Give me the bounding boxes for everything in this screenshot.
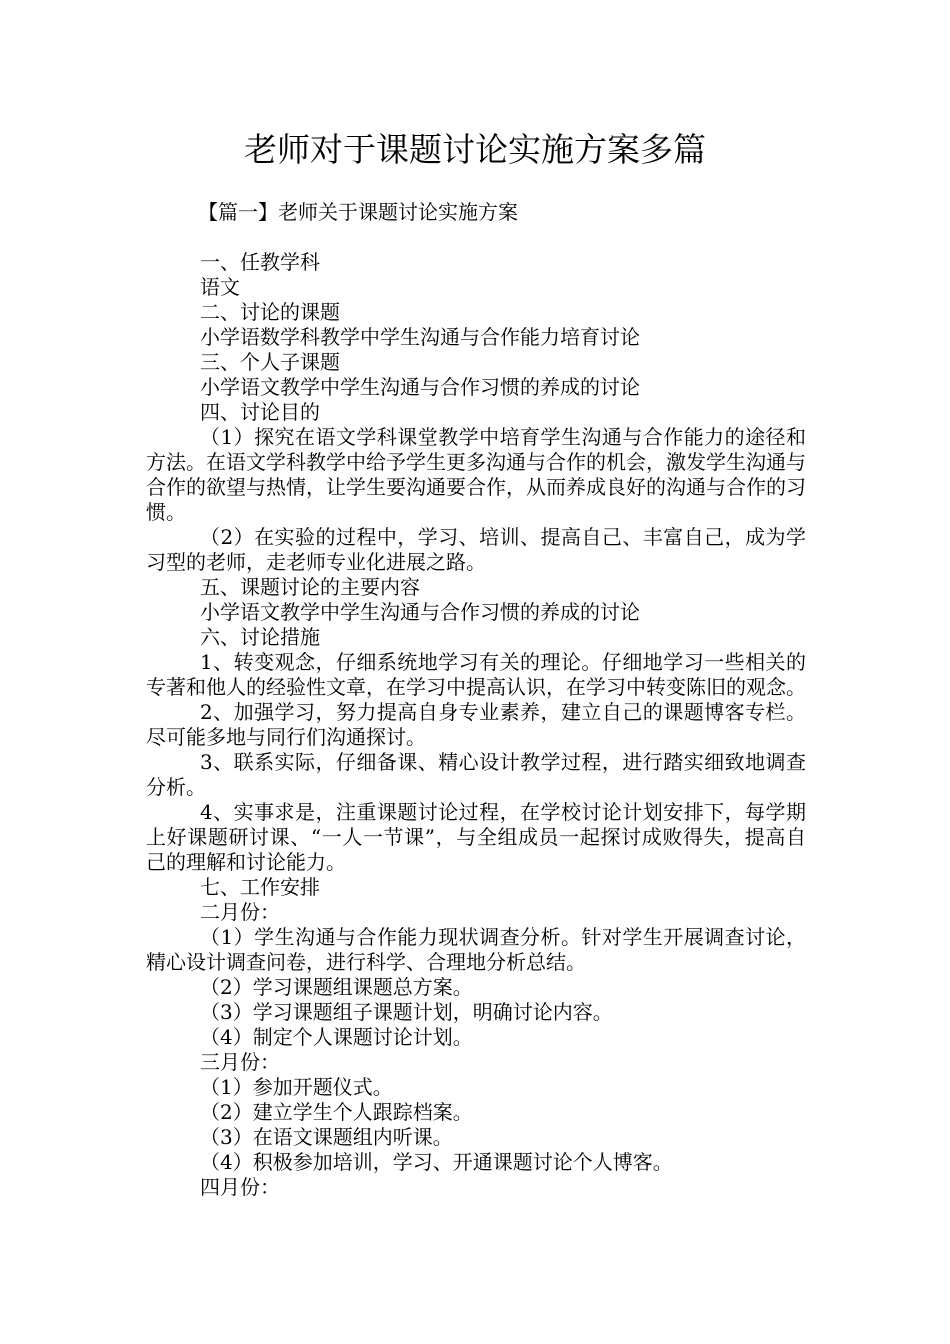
paragraph: 2、加强学习，努力提高自身专业素养，建立自己的课题博客专栏。尽可能多地与同行们沟通探讨。 xyxy=(146,700,806,749)
paragraph: 三月份： xyxy=(200,1050,280,1074)
paragraph: 小学语数学科教学中学生沟通与合作能力培育讨论 xyxy=(200,325,640,349)
paragraph: （1）学生沟通与合作能力现状调查分析。针对学生开展调查讨论，精心设计调查问卷，进行科学、合理地分析总结。 xyxy=(146,925,806,974)
paragraph: 二、讨论的课题 xyxy=(200,300,340,324)
paragraph: （4）积极参加培训，学习、开通课题讨论个人博客。 xyxy=(200,1150,673,1174)
paragraph: 4、实事求是，注重课题讨论过程，在学校讨论计划安排下，每学期上好课题研讨课、“一人一节课”，与全组成员一起探讨成败得失，提高自己的理解和讨论能力。 xyxy=(146,800,806,874)
document-title: 老师对于课题讨论实施方案多篇 xyxy=(244,130,706,169)
paragraph: 六、讨论措施 xyxy=(200,625,320,649)
paragraph: 3、联系实际，仔细备课、精心设计教学过程，进行踏实细致地调查分析。 xyxy=(146,750,806,799)
paragraph: 五、课题讨论的主要内容 xyxy=(200,575,420,599)
paragraph: 一、任教学科 xyxy=(200,250,320,274)
paragraph: （1）参加开题仪式。 xyxy=(200,1075,393,1099)
paragraph: 语文 xyxy=(200,275,240,299)
paragraph: （2）学习课题组课题总方案。 xyxy=(200,975,473,999)
paragraph: 七、工作安排 xyxy=(200,875,320,899)
paragraph: 1、转变观念，仔细系统地学习有关的理论。仔细地学习一些相关的专著和他人的经验性文章，在学习中提高认识，在学习中转变陈旧的观念。 xyxy=(146,650,806,699)
paragraph: 四月份： xyxy=(200,1175,280,1199)
paragraph: （1）探究在语文学科课堂教学中培育学生沟通与合作能力的途径和方法。在语文学科教学中给予学生更多沟通与合作的机会，激发学生沟通与合作的欲望与热情，让学生要沟通要合作，从而养成良好的沟通与合作的习惯。 xyxy=(146,425,806,524)
paragraph: （3）学习课题组子课题计划，明确讨论内容。 xyxy=(200,1000,613,1024)
paragraph: 四、讨论目的 xyxy=(200,400,320,424)
paragraph: （3）在语文课题组内听课。 xyxy=(200,1125,453,1149)
paragraph: （2）在实验的过程中，学习、培训、提高自己、丰富自己，成为学习型的老师，走老师专业化进展之路。 xyxy=(146,525,806,574)
section-heading: 【篇一】老师关于课题讨论实施方案 xyxy=(198,200,518,224)
paragraph: （4）制定个人课题讨论计划。 xyxy=(200,1025,473,1049)
paragraph: 小学语文教学中学生沟通与合作习惯的养成的讨论 xyxy=(200,600,640,624)
paragraph: 三、个人子课题 xyxy=(200,350,340,374)
paragraph: 小学语文教学中学生沟通与合作习惯的养成的讨论 xyxy=(200,375,640,399)
document-body xyxy=(146,250,806,1200)
paragraph: 二月份： xyxy=(200,900,280,924)
paragraph: （2）建立学生个人跟踪档案。 xyxy=(200,1100,473,1124)
